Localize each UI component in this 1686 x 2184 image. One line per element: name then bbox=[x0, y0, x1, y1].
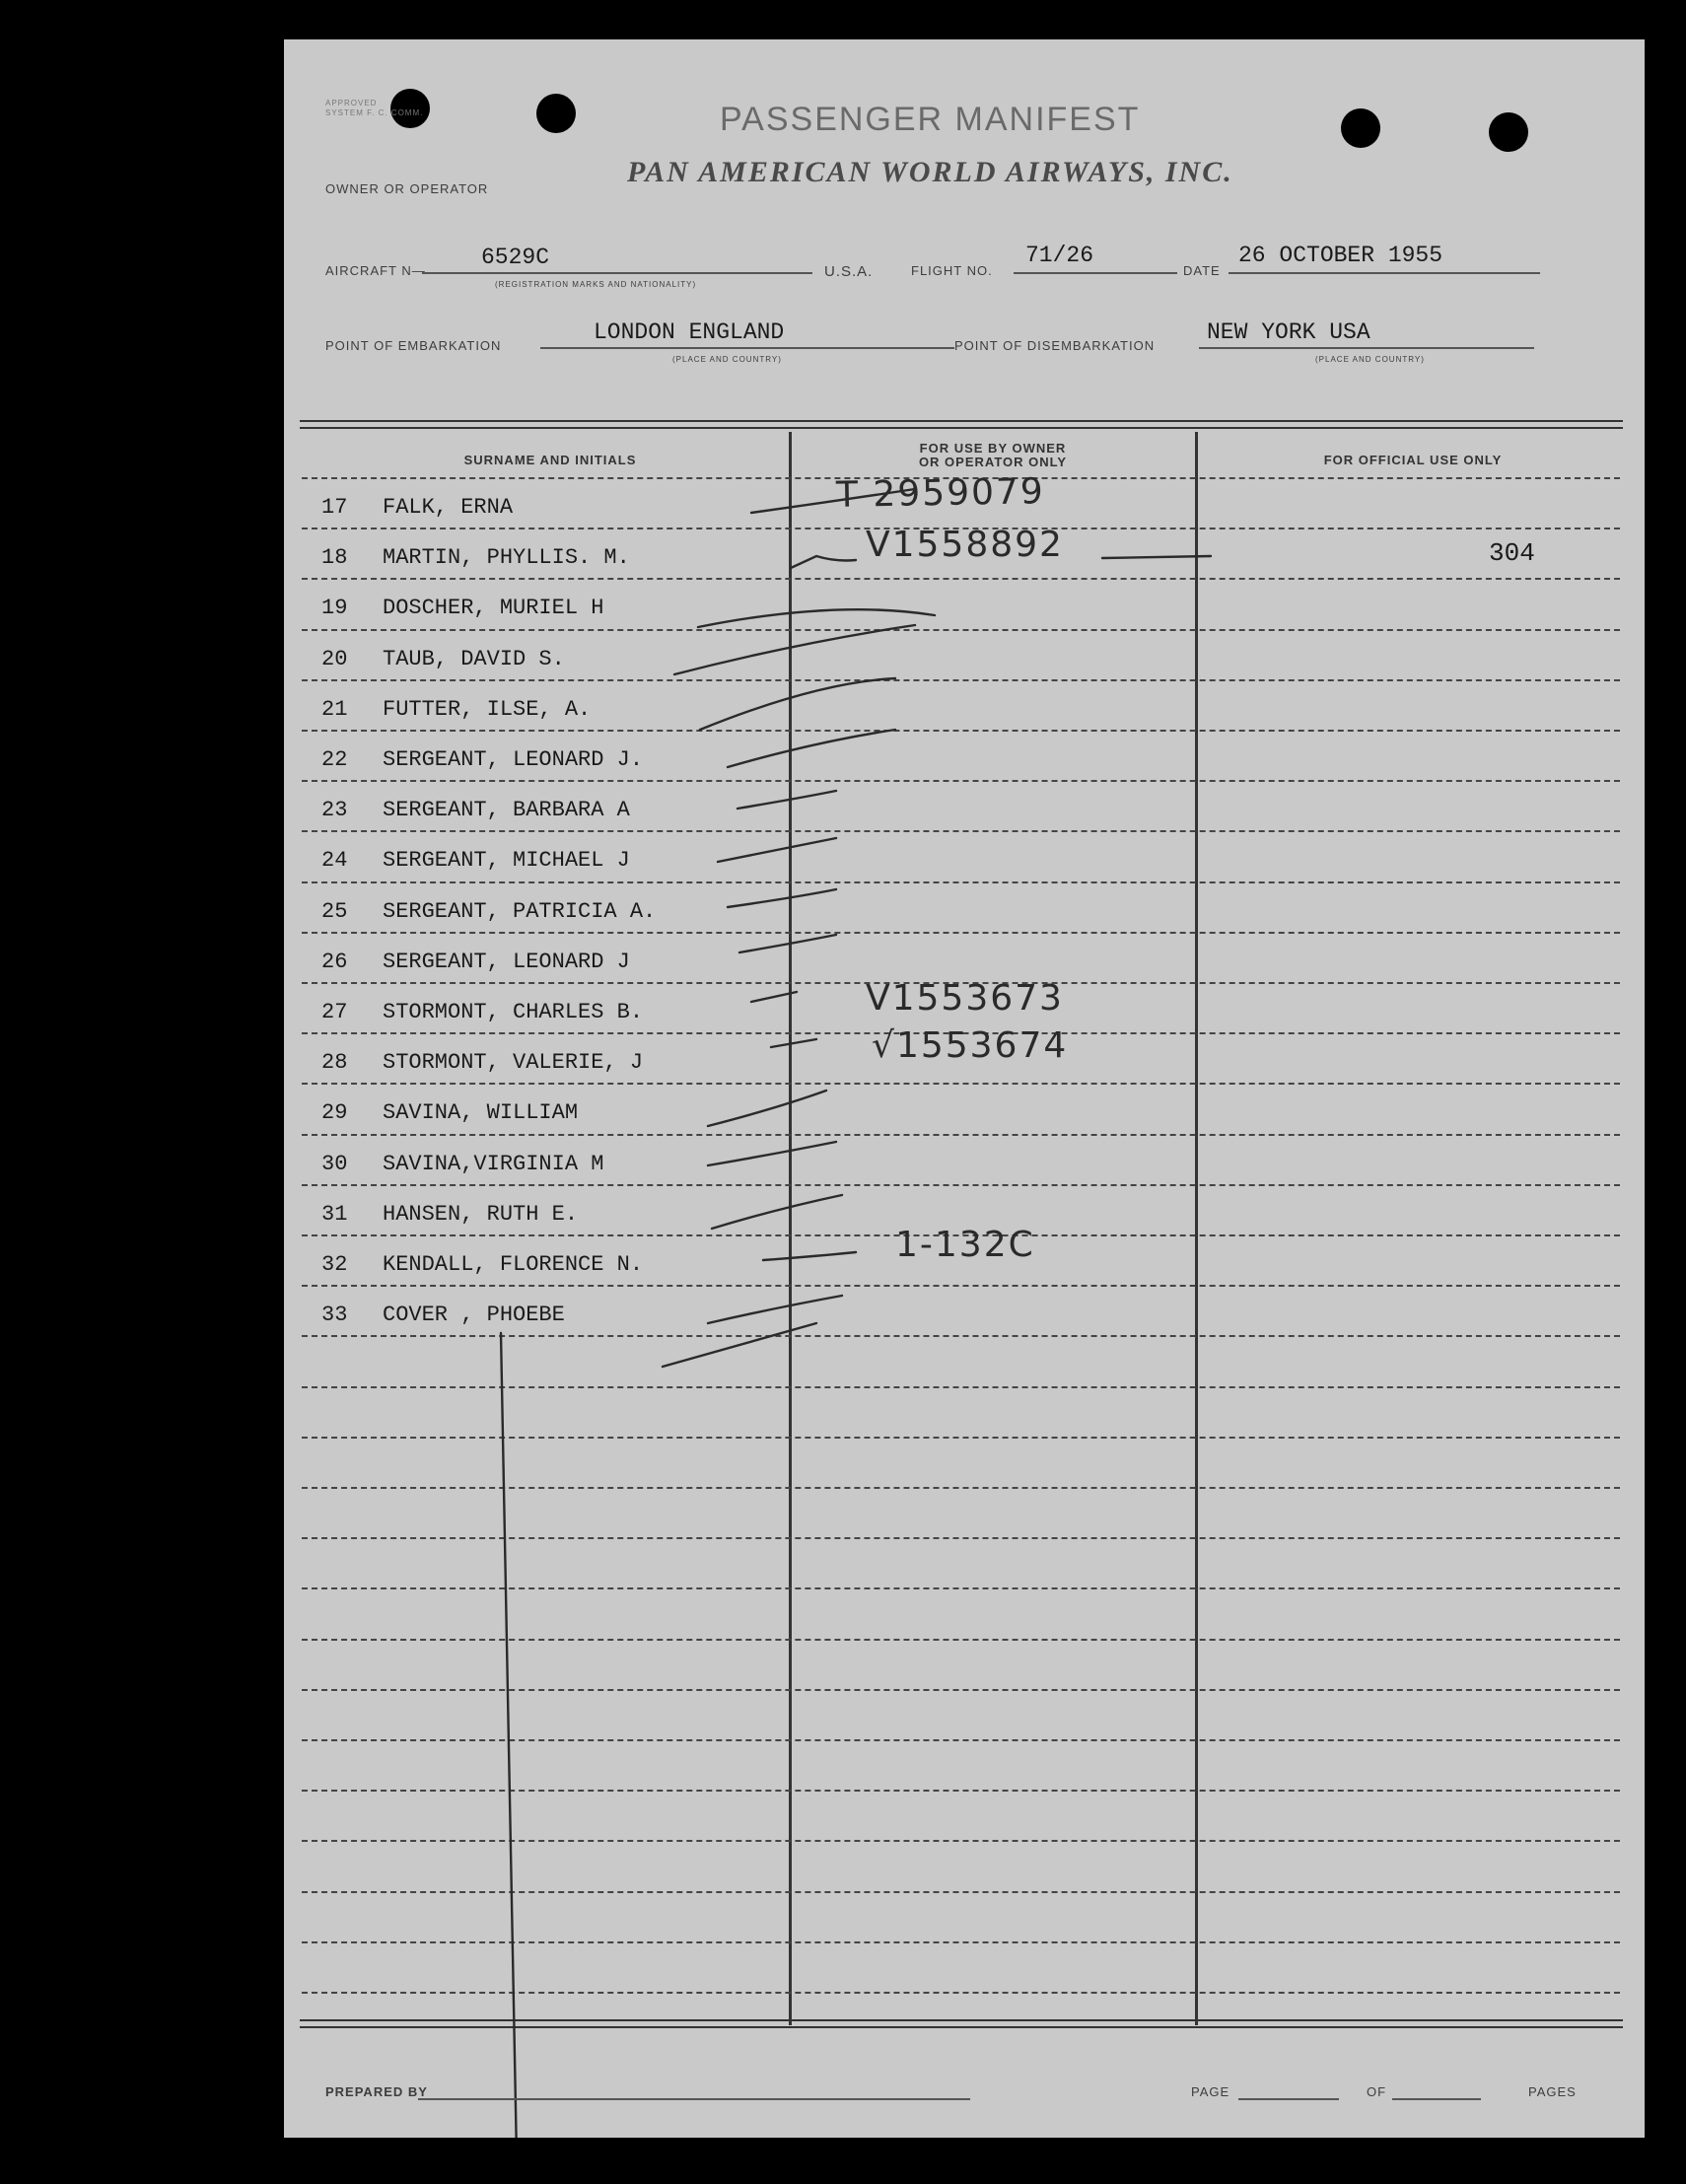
passenger-name: KENDALL, FLORENCE N. bbox=[383, 1252, 644, 1277]
row-number: 20 bbox=[321, 646, 348, 671]
table-row bbox=[321, 747, 643, 781]
row-number: 22 bbox=[321, 747, 348, 772]
row-number: 32 bbox=[321, 1252, 348, 1277]
row-number: 17 bbox=[321, 495, 348, 520]
table-bottom-rule bbox=[300, 2019, 1623, 2028]
row-number: 21 bbox=[321, 696, 348, 722]
ruled-line bbox=[302, 1689, 1620, 1691]
table-row bbox=[321, 1202, 578, 1235]
table-row bbox=[321, 798, 630, 831]
ruled-line bbox=[302, 1437, 1620, 1439]
place-caption: (PLACE AND COUNTRY) bbox=[672, 355, 782, 364]
aircraft-value: 6529C bbox=[481, 245, 550, 270]
ruled-line bbox=[302, 1487, 1620, 1489]
table-row bbox=[321, 697, 591, 731]
row-number: 26 bbox=[321, 949, 348, 974]
row-number: 31 bbox=[321, 1201, 348, 1227]
punch-hole bbox=[1341, 108, 1380, 148]
aircraft-label: AIRCRAFT N— bbox=[325, 263, 426, 278]
row-number: 27 bbox=[321, 1000, 348, 1024]
table-row bbox=[321, 848, 630, 881]
table-row bbox=[321, 950, 630, 983]
passenger-name: SERGEANT, LEONARD J bbox=[383, 949, 630, 974]
embarkation-label: POINT OF EMBARKATION bbox=[325, 338, 502, 353]
passenger-name: SERGEANT, MICHAEL J bbox=[383, 848, 630, 874]
row-number: 28 bbox=[321, 1050, 348, 1076]
punch-hole bbox=[536, 94, 576, 133]
disembarkation-value: NEW YORK USA bbox=[1207, 319, 1370, 345]
table-row bbox=[321, 596, 603, 629]
passenger-name: SERGEANT, BARBARA A bbox=[383, 798, 630, 823]
flight-value: 71/26 bbox=[1025, 243, 1094, 268]
column-divider bbox=[1195, 432, 1198, 2025]
passenger-name: FUTTER, ILSE, A. bbox=[383, 696, 592, 722]
table-row bbox=[321, 545, 630, 579]
passenger-name: SAVINA,VIRGINIA M bbox=[383, 1151, 604, 1176]
passenger-name: STORMONT, CHARLES B. bbox=[383, 1000, 644, 1024]
row-number: 33 bbox=[321, 1303, 348, 1328]
ruled-line bbox=[302, 1386, 1620, 1388]
handwritten-ticket-number: V1558892 bbox=[866, 525, 1064, 565]
passenger-name: SERGEANT, PATRICIA A. bbox=[383, 898, 657, 924]
handwritten-ticket-number: V1553673 bbox=[866, 978, 1064, 1019]
table-row bbox=[321, 1303, 565, 1336]
usa-label: U.S.A. bbox=[824, 263, 874, 280]
table-row bbox=[321, 1152, 603, 1185]
table-row bbox=[321, 495, 513, 528]
prepared-by-label: PREPARED BY bbox=[325, 2084, 428, 2099]
table-row bbox=[321, 1252, 643, 1286]
page-title: PASSENGER MANIFEST bbox=[720, 101, 1141, 138]
ruled-line bbox=[302, 1537, 1620, 1539]
row-number: 29 bbox=[321, 1100, 348, 1126]
table-top-rule bbox=[300, 420, 1623, 429]
ruled-line bbox=[302, 1790, 1620, 1792]
passenger-name: SERGEANT, LEONARD J. bbox=[383, 747, 644, 772]
ruled-line bbox=[302, 1840, 1620, 1842]
passenger-name: DOSCHER, MURIEL H bbox=[383, 596, 604, 621]
pages-label: PAGES bbox=[1528, 2084, 1577, 2099]
passenger-name: HANSEN, RUTH E. bbox=[383, 1201, 579, 1227]
passenger-name: STORMONT, VALERIE, J bbox=[383, 1050, 644, 1076]
row-number: 25 bbox=[321, 898, 348, 924]
row-number: 23 bbox=[321, 798, 348, 823]
place-caption: (PLACE AND COUNTRY) bbox=[1315, 355, 1425, 364]
table-row bbox=[321, 899, 656, 933]
handwritten-ticket-number: T 2959079 bbox=[835, 471, 1046, 516]
date-label: DATE bbox=[1183, 263, 1221, 278]
approved-stamp: APPROVED SYSTEM F. C. COMM. bbox=[325, 99, 424, 117]
passenger-name: TAUB, DAVID S. bbox=[383, 646, 565, 671]
table-row bbox=[321, 1100, 578, 1134]
row-number: 24 bbox=[321, 848, 348, 874]
ruled-line bbox=[302, 1739, 1620, 1741]
embarkation-value: LONDON ENGLAND bbox=[594, 319, 785, 345]
column-divider bbox=[789, 432, 792, 2025]
ruled-line bbox=[302, 1639, 1620, 1641]
ruled-line bbox=[302, 1891, 1620, 1893]
of-label: OF bbox=[1367, 2084, 1387, 2099]
punch-hole bbox=[1489, 112, 1528, 152]
column-header-official: FOR OFFICIAL USE ONLY bbox=[1323, 453, 1503, 467]
passenger-name: SAVINA, WILLIAM bbox=[383, 1100, 579, 1126]
flight-label: FLIGHT NO. bbox=[911, 263, 993, 278]
passenger-name: MARTIN, PHYLLIS. M. bbox=[383, 545, 630, 571]
row-number: 18 bbox=[321, 545, 348, 571]
table-row bbox=[321, 1000, 643, 1033]
disembarkation-label: POINT OF DISEMBARKATION bbox=[954, 338, 1156, 353]
column-header-operator: FOR USE BY OWNER OR OPERATOR ONLY bbox=[918, 441, 1068, 469]
registration-caption: (REGISTRATION MARKS AND NATIONALITY) bbox=[495, 280, 697, 289]
page-label: PAGE bbox=[1191, 2084, 1230, 2099]
handwritten-ticket-number: 1-132C bbox=[895, 1225, 1035, 1265]
ruled-line bbox=[302, 1587, 1620, 1589]
official-use-value: 304 bbox=[1489, 538, 1535, 568]
date-value: 26 OCTOBER 1955 bbox=[1238, 243, 1443, 268]
table-row bbox=[321, 647, 565, 680]
column-header-surname: SURNAME AND INITIALS bbox=[463, 453, 637, 467]
manifest-sheet bbox=[284, 39, 1645, 2138]
table-row bbox=[321, 1050, 643, 1084]
row-number: 30 bbox=[321, 1151, 348, 1176]
handwritten-strike-marks bbox=[284, 39, 1645, 2138]
owner-value: PAN AMERICAN WORLD AIRWAYS, INC. bbox=[627, 156, 1233, 188]
owner-label: OWNER OR OPERATOR bbox=[325, 181, 489, 196]
passenger-name: FALK, ERNA bbox=[383, 495, 514, 520]
handwritten-ticket-number: √1553674 bbox=[872, 1025, 1069, 1066]
ruled-line bbox=[302, 1941, 1620, 1943]
passenger-name: COVER , PHOEBE bbox=[383, 1303, 565, 1328]
row-number: 19 bbox=[321, 596, 348, 621]
ruled-line bbox=[302, 1992, 1620, 1994]
